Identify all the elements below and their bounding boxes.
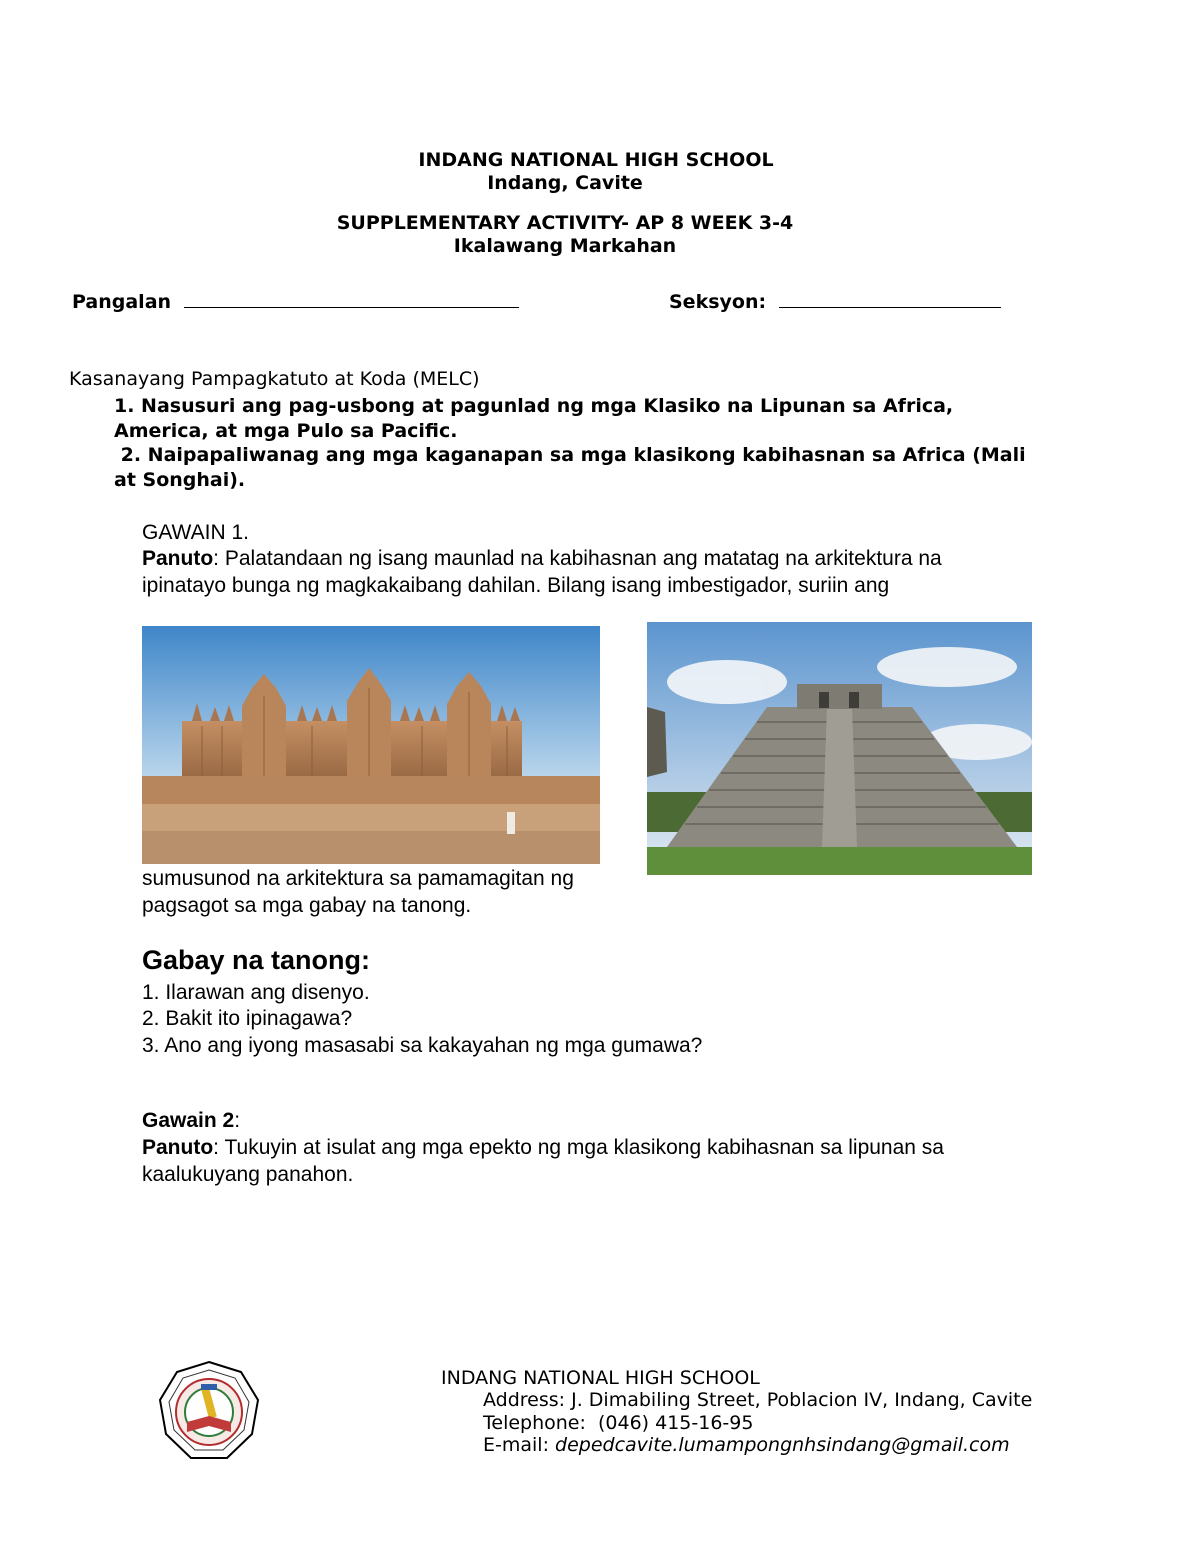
gawain-2-title: Gawain 2: bbox=[142, 1109, 241, 1132]
panuto-label: Panuto bbox=[142, 547, 214, 570]
melc-title: Kasanayang Pampagkatuto at Koda (MELC) bbox=[69, 368, 480, 390]
melc-item-1-line-1: 1. Nasusuri ang pag-usbong at pagunlad ng mga Klasiko na Lipunan sa Africa, bbox=[114, 395, 954, 417]
footer-school: INDANG NATIONAL HIGH SCHOOL bbox=[441, 1367, 760, 1389]
activity-title: SUPPLEMENTARY ACTIVITY- AP 8 WEEK 3-4 bbox=[336, 212, 794, 234]
pyramid-image bbox=[647, 622, 1032, 875]
gawain-1-instruction-line-3: sumusunod na arkitektura sa pamamagitan ng bbox=[142, 867, 574, 890]
gawain-2-instruction-line-2: kaalukuyang panahon. bbox=[142, 1163, 354, 1186]
footer-address: Address: J. Dimabiling Street, Poblacion IV, Indang, Cavite bbox=[483, 1389, 1033, 1411]
question-3: 3. Ano ang iyong masasabi sa kakayahan ng mga gumawa? bbox=[142, 1034, 703, 1057]
footer-email: E-mail: depedcavite.lumampongnhsindang@gmail.com bbox=[483, 1434, 1010, 1456]
email-link[interactable]: depedcavite.lumampongnhsindang@gmail.com bbox=[555, 1434, 1010, 1456]
panuto-label-2: Panuto bbox=[142, 1136, 214, 1159]
name-blank[interactable] bbox=[184, 289, 519, 308]
question-2: 2. Bakit ito ipinagawa? bbox=[142, 1007, 353, 1030]
gawain-1-instruction-line-2: ipinatayo bunga ng magkakaibang dahilan. Bilang isang imbestigador, suriin ang bbox=[142, 574, 890, 597]
name-field[interactable] bbox=[72, 289, 519, 313]
melc-item-2-line-1: 2. Naipapaliwanag ang mga kaganapan sa mga klasikong kabihasnan sa Africa (Mali bbox=[114, 444, 1026, 466]
section-field[interactable] bbox=[669, 289, 1001, 313]
name-label: Pangalan bbox=[72, 291, 172, 313]
quarter-title: Ikalawang Markahan bbox=[453, 235, 677, 257]
question-1: 1. Ilarawan ang disenyo. bbox=[142, 981, 370, 1004]
school-seal-logo-icon bbox=[157, 1360, 261, 1462]
gawain-1-instruction-line-1: Panuto: Palatandaan ng isang maunlad na kabihasnan ang matatag na arkitektura na bbox=[142, 547, 942, 570]
gawain-1-instruction-line-4: pagsagot sa mga gabay na tanong. bbox=[142, 894, 472, 917]
gawain-2-instruction-line-1: Panuto: Tukuyin at isulat ang mga epekto ng mga klasikong kabihasnan sa lipunan sa bbox=[142, 1136, 944, 1159]
school-title: INDANG NATIONAL HIGH SCHOOL bbox=[418, 149, 774, 171]
melc-item-2-line-2: at Songhai). bbox=[114, 469, 246, 491]
mosque-image bbox=[142, 626, 600, 864]
school-location: Indang, Cavite bbox=[487, 172, 643, 194]
section-label: Seksyon: bbox=[669, 291, 767, 313]
melc-item-1-line-2: America, at mga Pulo sa Pacific. bbox=[114, 420, 458, 442]
gabay-title: Gabay na tanong: bbox=[142, 945, 371, 975]
footer-telephone: Telephone: (046) 415-16-95 bbox=[483, 1412, 754, 1434]
gawain-1-title: GAWAIN 1. bbox=[142, 521, 249, 544]
section-blank[interactable] bbox=[779, 289, 1001, 308]
